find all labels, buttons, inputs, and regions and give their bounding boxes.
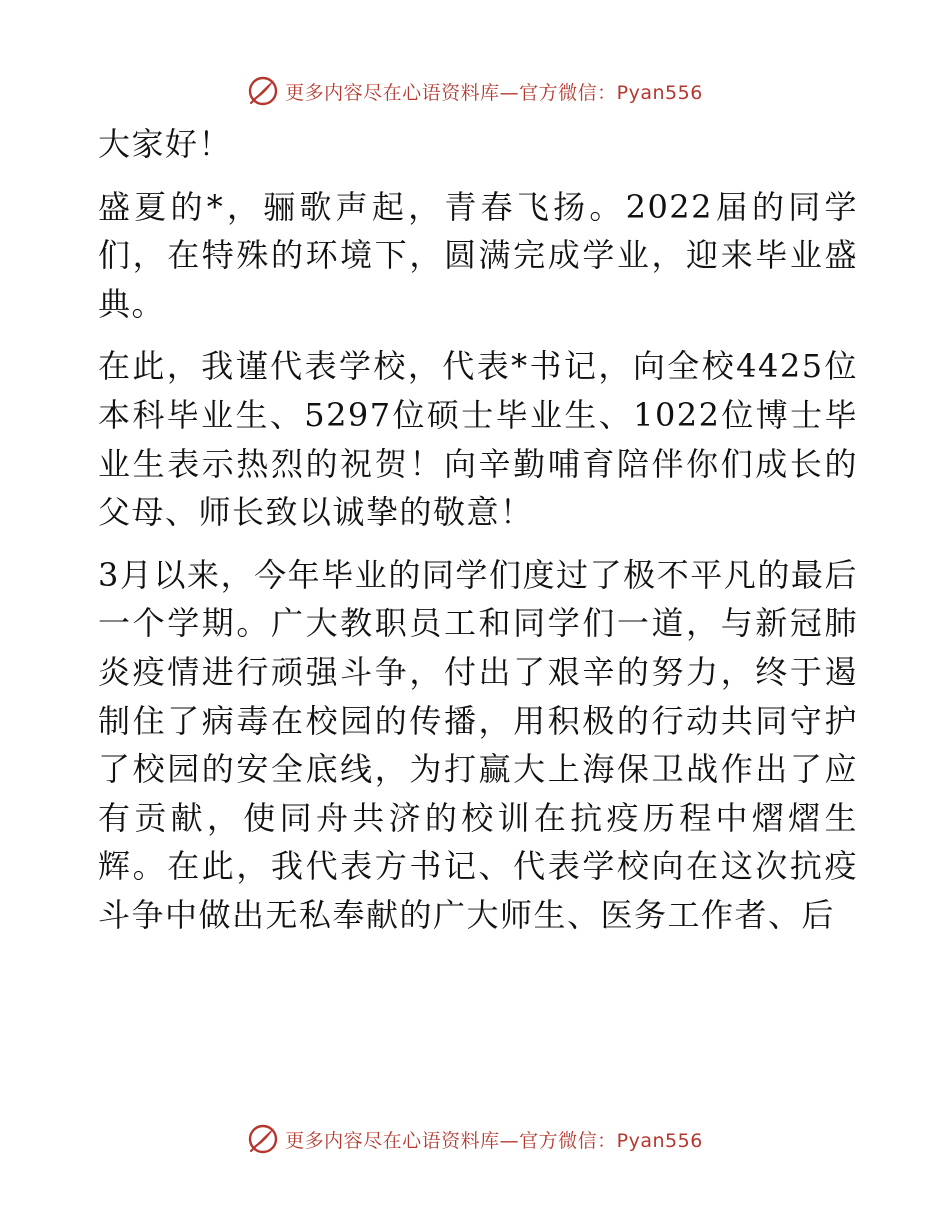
watermark-text: 更多内容尽在心语资料库—官方微信：Pyan556 [285, 81, 703, 104]
quill-logo-icon [247, 1123, 279, 1155]
paragraph-2: 在此，我谨代表学校，代表*书记，向全校4425位本科毕业生、5297位硕士毕业生、1022位博士毕业生表示热烈的祝贺！向辛勤哺育陪伴你们成长的父母、师长致以诚挚的敬意！ [98, 347, 858, 532]
watermark-footer [0, 1119, 950, 1159]
paragraph-1: 盛夏的*，骊歌声起，青春飞扬。2022届的同学们，在特殊的环境下，圆满完成学业，迎来毕业盛典。 [98, 187, 858, 323]
document-body [98, 120, 858, 940]
quill-logo-icon [247, 75, 279, 107]
paragraph-3: 3月以来，今年毕业的同学们度过了极不平凡的最后一个学期。广大教职员工和同学们一道，与新冠肺炎疫情进行顽强斗争，付出了艰辛的努力，终于遏制住了病毒在校园的传播，用积极的行动共同守护了校园的安全底线，为打赢大上海保卫战作出了应有贡献，使同舟共济的校训在抗疫历程中熠熠生辉。在此，我代表方书记、代表学校向在这次抗疫斗争中做出无私奉献的广大师生、医务工作者、后 [98, 555, 858, 934]
watermark-text: 更多内容尽在心语资料库—官方微信：Pyan556 [285, 1129, 703, 1152]
greeting: 大家好！ [98, 125, 233, 163]
watermark-header [0, 71, 950, 111]
